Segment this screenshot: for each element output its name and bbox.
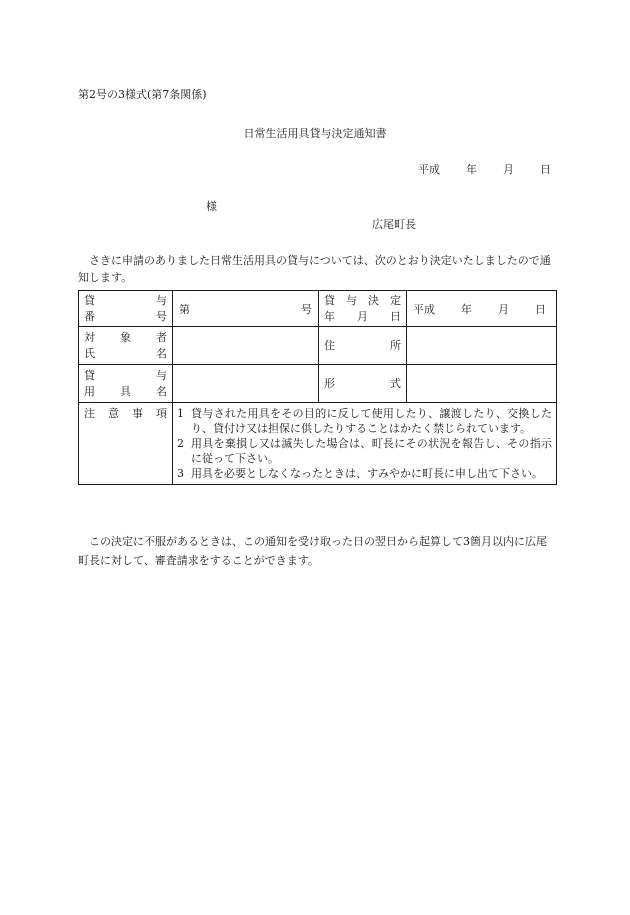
label-char: 与 — [346, 293, 357, 307]
table-row-notes — [79, 403, 557, 485]
decision-year: 年 — [461, 302, 472, 316]
label-char: 注 — [84, 407, 95, 420]
label-char: 番 — [84, 309, 95, 323]
label-char: 名 — [156, 346, 167, 360]
recipient-honorific: 様 — [206, 200, 217, 213]
label-char: 意 — [108, 407, 119, 420]
issuer-name: 広尾町長 — [372, 218, 416, 231]
label-loan-number — [79, 291, 173, 327]
label-char: 年 — [324, 309, 335, 323]
label-char: 住 — [324, 338, 335, 352]
note-text: 用具を棄損し又は滅失した場合は、町長にその状況を報告し、その指示に従って下さい。 — [191, 437, 552, 465]
note-text: 用具を必要としなくなったときは、すみやかに町長に申し出て下さい。 — [191, 467, 543, 480]
label-char: 用 — [84, 384, 95, 398]
label-equipment-name — [79, 365, 173, 403]
intro-text: さきに申請のありました日常生活用具の貸与については、次のとおり決定いたしましたので通知します。 — [78, 254, 551, 284]
closing-text: この決定に不服があるときは、この通知を受け取った日の翌日から起算して3箇月以内に広尾町長に対して、審査請求をすることができます。 — [78, 535, 547, 567]
note-number: 1 — [177, 407, 184, 420]
closing-paragraph — [78, 532, 556, 570]
label-char: 定 — [390, 293, 401, 307]
date-month: 月 — [503, 163, 514, 176]
date-line — [418, 161, 551, 177]
value-loan-number[interactable] — [173, 291, 319, 327]
label-char: 与 — [156, 293, 167, 307]
label-char: 象 — [120, 330, 131, 344]
label-char: 対 — [84, 330, 95, 344]
value-model[interactable] — [407, 365, 557, 403]
label-char: 事 — [132, 407, 143, 420]
label-char: 貸 — [324, 293, 335, 307]
table-row-loan-number — [79, 291, 557, 327]
label-address — [319, 327, 407, 365]
note-item — [177, 406, 552, 436]
label-decision-date — [319, 291, 407, 327]
date-era: 平成 — [418, 163, 440, 176]
decision-era: 平成 — [413, 302, 435, 316]
note-number: 2 — [177, 437, 184, 450]
note-item — [177, 466, 552, 481]
label-char: 号 — [156, 309, 167, 323]
value-recipient-name[interactable] — [173, 327, 319, 365]
table-row-recipient — [79, 327, 557, 365]
value-equipment-name[interactable] — [173, 365, 319, 403]
note-text: 貸与された用具をその目的に反して使用したり、譲渡したり、交換したり、貸付け又は担保に供したりすることはかたく禁じられています。 — [191, 407, 552, 435]
label-char: 名 — [156, 384, 167, 398]
notes-content — [173, 403, 557, 485]
table-row-equipment — [79, 365, 557, 403]
label-char: 式 — [390, 376, 401, 390]
label-char: 具 — [120, 384, 131, 398]
form-number: 第2号の3様式(第7条関係) — [78, 88, 207, 101]
note-number: 3 — [177, 467, 184, 480]
label-char: 貸 — [84, 293, 95, 307]
label-char: 与 — [156, 368, 167, 382]
note-item — [177, 436, 552, 466]
label-recipient-name — [79, 327, 173, 365]
label-char: 貸 — [84, 368, 95, 382]
decision-day: 日 — [535, 302, 546, 316]
date-day: 日 — [540, 163, 551, 176]
label-char: 者 — [156, 330, 167, 344]
notification-table — [78, 290, 557, 485]
loan-number-prefix: 第 — [179, 302, 190, 316]
label-char: 形 — [324, 376, 335, 390]
value-decision-date[interactable] — [407, 291, 557, 327]
loan-number-suffix: 号 — [301, 302, 312, 316]
label-char: 項 — [156, 407, 167, 420]
decision-month: 月 — [498, 302, 509, 316]
label-model — [319, 365, 407, 403]
label-char: 決 — [368, 293, 379, 307]
date-year: 年 — [466, 163, 477, 176]
label-char: 日 — [390, 309, 401, 323]
label-char: 所 — [390, 338, 401, 352]
value-address[interactable] — [407, 327, 557, 365]
intro-paragraph — [78, 252, 556, 286]
label-char: 氏 — [84, 346, 95, 360]
label-notes — [79, 403, 173, 485]
document-title: 日常生活用具貸与決定通知書 — [243, 127, 387, 140]
label-char: 月 — [357, 309, 368, 323]
